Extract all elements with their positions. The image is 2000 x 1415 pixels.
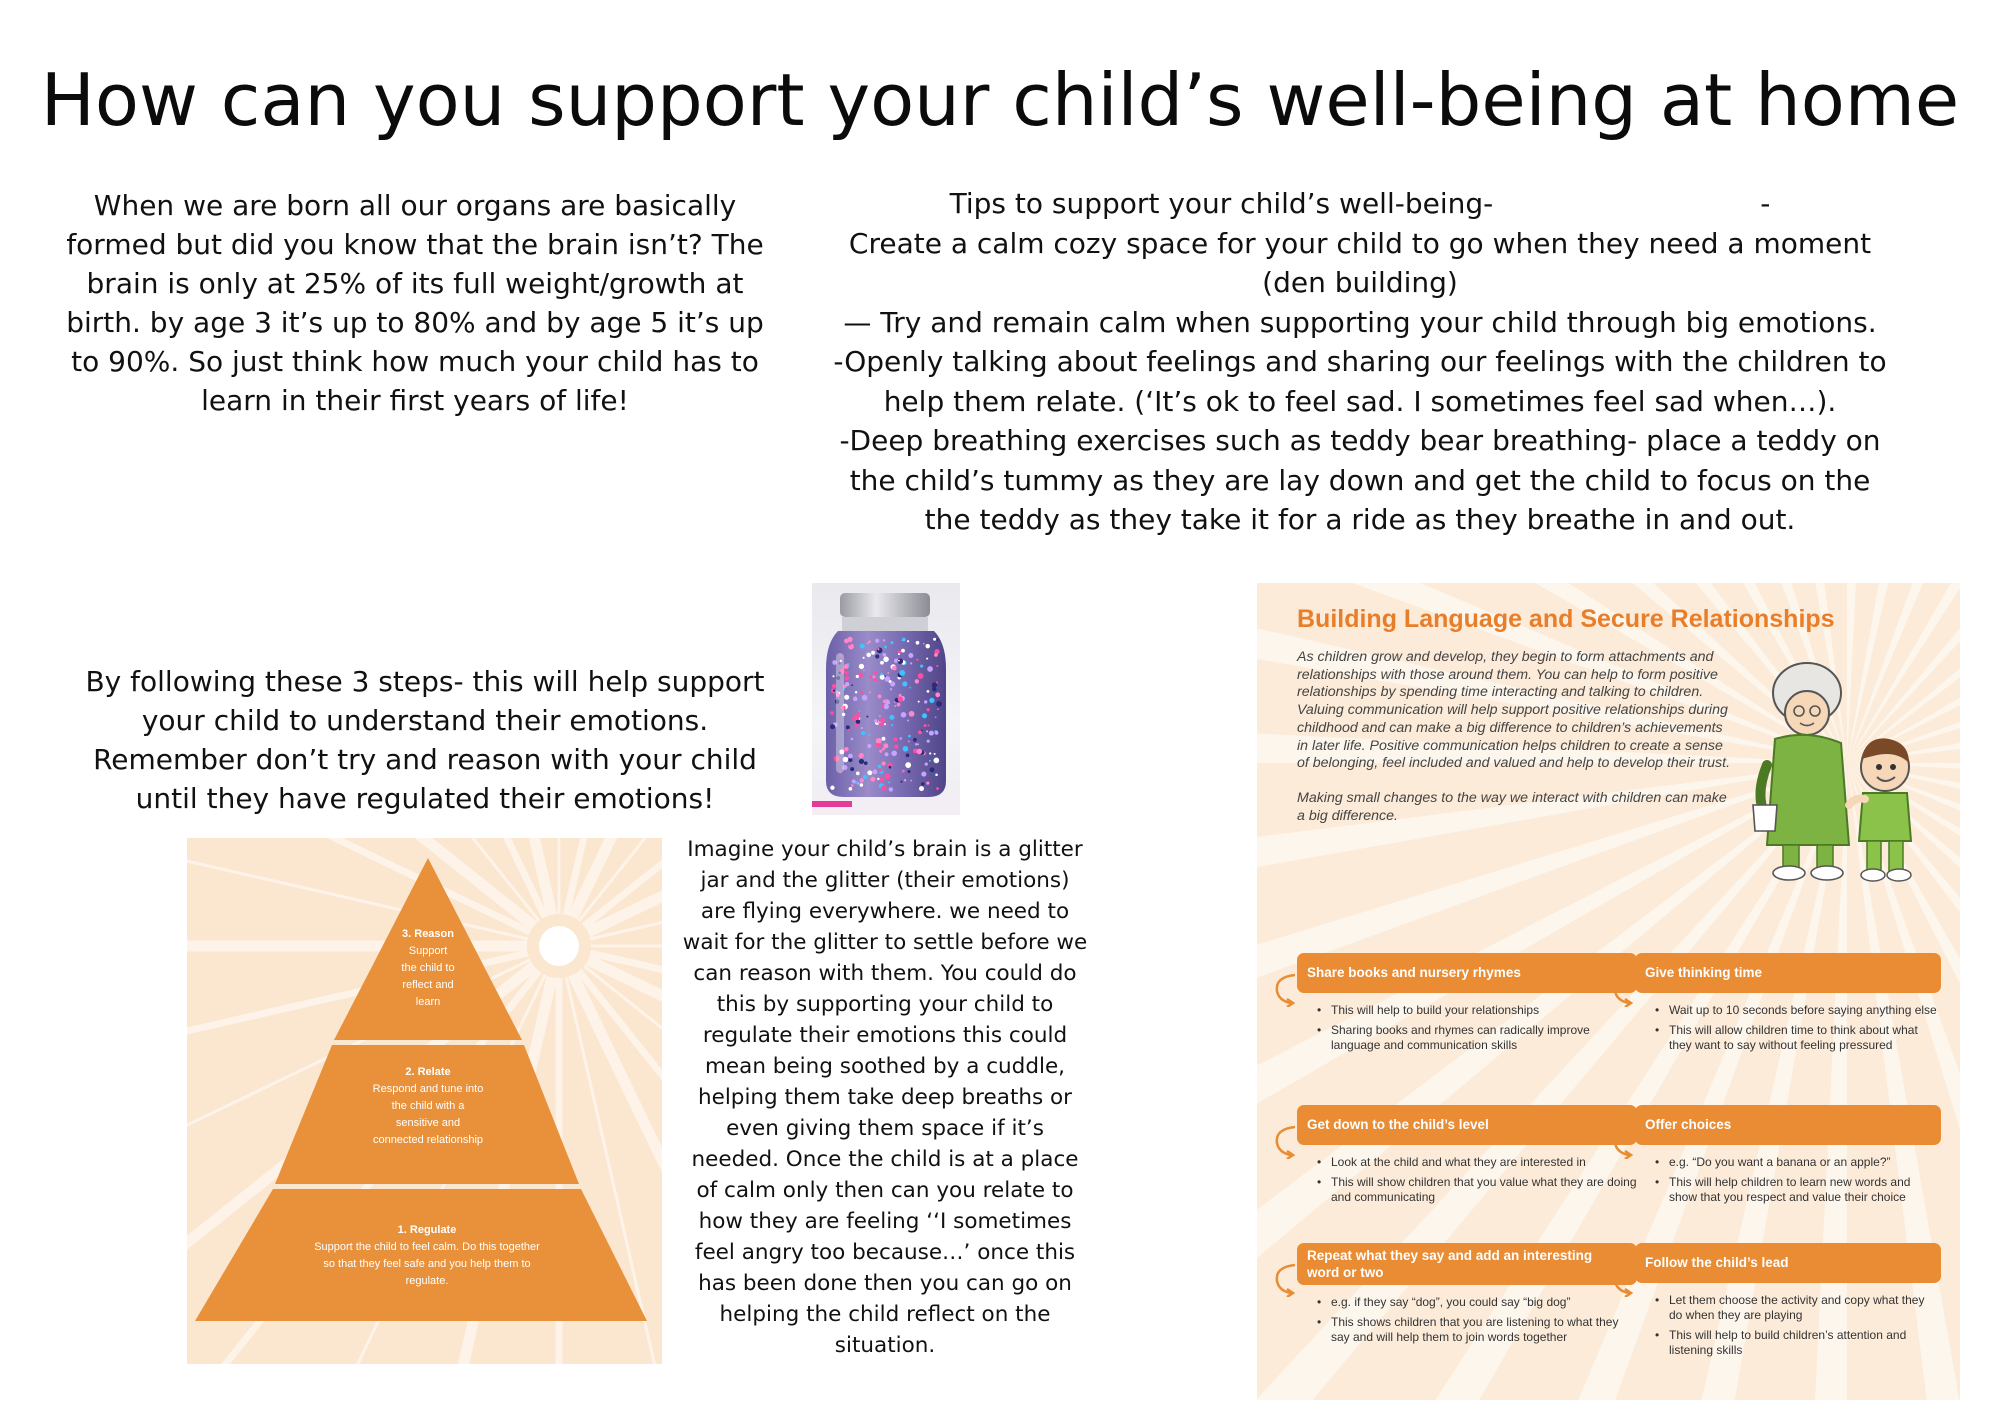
pyramid-label-reason — [373, 926, 483, 1011]
grandparent-and-child-icon — [1737, 655, 1937, 895]
glitter-jar-icon — [812, 583, 960, 815]
tip-bullet: • This will help children to learn new words and show that you respect and value their choice — [1655, 1175, 1941, 1205]
tip-bullet: • Sharing books and rhymes can radically improve language and communication skills — [1317, 1023, 1637, 1053]
brain-growth-text: When we are born all our organs are basically formed but did you know that the brain isn’t? The brain is only at 25% of its full weight/growth at birth. by age 3 it’s up to 80% and by age 5 it’s up to 90%. So just think how much your child has to learn in their first years of life! — [66, 189, 764, 417]
tip-bullet: • This will help to build children’s attention and listening skills — [1655, 1328, 1941, 1358]
tip-line: the teddy as they take it for a ride as they breathe in and out. — [924, 503, 1796, 536]
tip-card-thinking-time — [1635, 953, 1941, 1058]
poster-intro — [1297, 649, 1737, 825]
poster-intro-paragraph: As children grow and develop, they begin to form attachments and relationships with those around them. You can help to form positive relationships by spending time interacting and talking to children. Valuing communication will help support positive relationships during childhood and can make a big difference to children’s achievements in later life. Positive communication helps children to create a sense of belonging, feel included and valued and help to develop their trust. — [1297, 649, 1731, 772]
tip-line: (den building) — [1262, 266, 1458, 299]
tip-bullet: • Wait up to 10 seconds before saying anything else — [1655, 1003, 1941, 1018]
tip-bullet: • Let them choose the activity and copy what they do when they are playing — [1655, 1293, 1941, 1323]
curved-arrow-icon — [1611, 973, 1637, 1007]
pyramid-text: Support the child to reflect and learn — [401, 945, 455, 1008]
poster-title: Building Language and Secure Relationships — [1297, 605, 1835, 633]
pyramid-text: Support the child to feel calm. Do this together so that they feel safe and you help them to regulate. — [314, 1241, 540, 1287]
page-title: How can you support your child’s well-being at home — [40, 58, 1960, 142]
tip-bullet: • This will show children that you value what they are doing and communicating — [1317, 1175, 1637, 1205]
tip-line: — Try and remain calm when supporting your child through big emotions. — [843, 305, 1877, 339]
tip-line: -Openly talking about feelings and sharing our feelings with the children to — [833, 345, 1887, 378]
glitter-jar-text: Imagine your child’s brain is a glitter jar and the glitter (their emotions) are flying everywhere. we need to wait for the glitter to settle before we can reason with them. You could do this by supporting your child to regulate their emotions this could mean being soothed by a cuddle, helping them take deep breaths or even giving them space if it’s needed. Once the child is at a place of calm only then can you relate to how they are feeling ‘‘I sometimes feel angry too because…’ once this has been done then you can go on helping the child reflect on the situation. — [682, 837, 1088, 1358]
tip-card-share-books — [1297, 953, 1637, 1058]
pyramid-heading: 3. Reason — [402, 928, 454, 940]
tip-card-follow-lead — [1635, 1243, 1941, 1363]
tip-card-heading: Repeat what they say and add an interesting word or two — [1297, 1243, 1637, 1285]
wellbeing-tips — [830, 184, 1890, 540]
curved-arrow-icon — [1273, 973, 1299, 1007]
tip-bullet: • e.g. if they say “dog”, you could say “big dog” — [1317, 1295, 1637, 1310]
tip-line: -Deep breathing exercises such as teddy bear breathing- place a teddy on — [839, 424, 1881, 457]
three-steps-text: By following these 3 steps- this will help support your child to understand their emotions. Remember don’t try and reason with your child until they have regulated their emotions! — [85, 665, 765, 815]
tip-bullet: • This shows children that you are listening to what they say and will help them to join words together — [1317, 1315, 1637, 1345]
tip-bullet: • This will allow children time to think about what they want to say without feeling pressured — [1655, 1023, 1941, 1053]
tip-bullet: • e.g. “Do you want a banana or an apple?” — [1655, 1155, 1941, 1170]
curved-arrow-icon — [1273, 1125, 1299, 1159]
pyramid-text: Respond and tune into the child with a sensitive and connected relationship — [372, 1083, 484, 1146]
language-relationships-poster — [1257, 583, 1960, 1400]
pyramid-heading: 1. Regulate — [397, 1224, 457, 1236]
tip-line: the child’s tummy as they are lay down and get the child to focus on the — [849, 463, 1871, 497]
tip-card-heading: Give thinking time — [1635, 953, 1941, 993]
curved-arrow-icon — [1611, 1125, 1637, 1159]
tip-bullet: • Look at the child and what they are interested in — [1317, 1155, 1637, 1170]
pyramid-label-regulate — [307, 1222, 547, 1290]
poster-intro-paragraph: Making small changes to the way we interact with children can make a big difference. — [1297, 789, 1727, 824]
tip-card-offer-choices — [1635, 1105, 1941, 1210]
tip-card-heading: Follow the child’s lead — [1635, 1243, 1941, 1283]
pyramid-label-relate — [363, 1064, 493, 1149]
tip-card-child-level — [1297, 1105, 1637, 1210]
tip-card-heading: Share books and nursery rhymes — [1297, 953, 1637, 993]
regulate-relate-reason-pyramid — [187, 838, 662, 1364]
tip-bullet: • This will help to build your relationships — [1317, 1003, 1637, 1018]
tip-card-repeat-words — [1297, 1243, 1637, 1350]
curved-arrow-icon — [1273, 1263, 1299, 1297]
tip-line: Create a calm cozy space for your child to go when they need a moment — [848, 226, 1872, 260]
curved-arrow-icon — [1611, 1263, 1637, 1297]
tips-heading: Tips to support your child’s well-being- - — [949, 187, 1771, 220]
tip-line: help them relate. (‘It’s ok to feel sad. I sometimes feel sad when…). — [883, 384, 1837, 418]
pyramid-heading: 2. Relate — [405, 1066, 451, 1078]
glitter-jar-image — [812, 583, 960, 815]
tip-card-heading: Get down to the child’s level — [1297, 1105, 1637, 1145]
tip-card-heading: Offer choices — [1635, 1105, 1941, 1145]
